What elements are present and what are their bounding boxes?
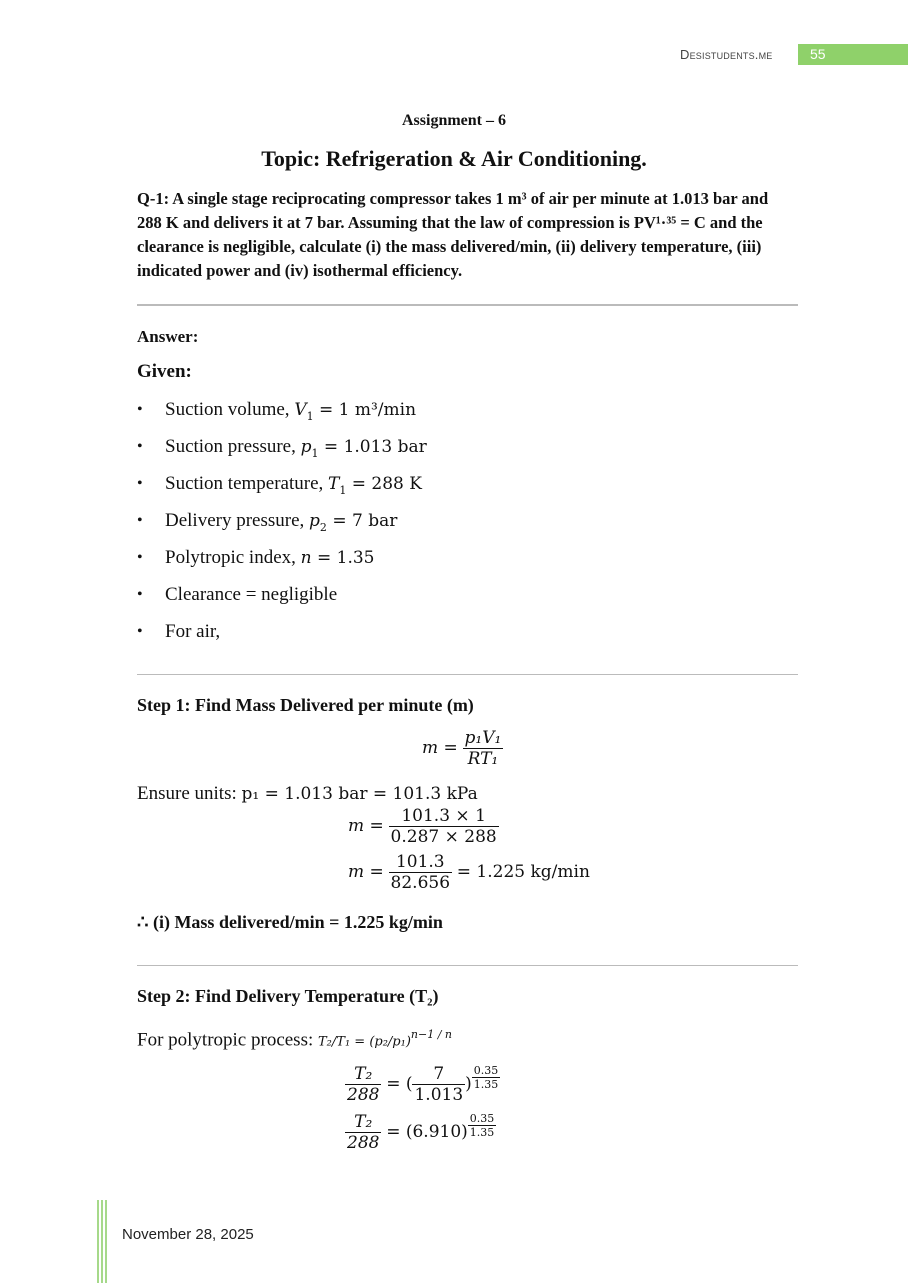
given-item: • Polytropic index, n = 1.35 xyxy=(137,544,427,581)
temperature-substitution: $\frac{\text{T₂}}{288}$ = ( $\frac{7}{1.013}$ ) $\frac{0.35}{1.35}$ xyxy=(347,1064,499,1105)
step1-conclusion: ∴ (i) Mass delivered/min = 1.225 kg/min xyxy=(137,912,443,932)
mass-substitution: m = $\frac{101.3 \times 1}{0.287 \times 288}$ xyxy=(348,806,497,847)
given-item: • Suction pressure, $p_1 = 1.013$ bar xyxy=(137,433,427,470)
answer-label: Answer: xyxy=(137,327,199,346)
given-item: • Suction temperature, $T_1 = 288$ K xyxy=(137,470,427,507)
question-text: Q-1: A single stage reciprocating compressor takes 1 m³ of air per minute at 1.013 bar and 288 K and delivers it at 7 bar. Assuming that the law of compression is PV¹·³⁵ = C and the clearance is negligible, calculate (i) the mass delivered/min, (ii) delivery temperature, (iii) indicated power and (iv) isothermal efficiency. xyxy=(137,189,769,280)
step2-heading: Step 2: Find Delivery Temperature (T₂) xyxy=(137,986,439,1006)
mass-result: m = $\frac{101.3}{82.656}$ = 1.225 kg/min xyxy=(348,852,590,893)
page-number-badge: 55 xyxy=(798,44,908,65)
footer-accent-bars xyxy=(97,1200,109,1283)
mass-formula: m = $\frac{\text{p₁V₁}}{\text{RT₁}}$ xyxy=(422,728,502,769)
given-item: • Delivery pressure, $p_2 = 7$ bar xyxy=(137,507,427,544)
step1-heading: Step 1: Find Mass Delivered per minute (m) xyxy=(137,695,474,715)
given-item: • Clearance = negligible xyxy=(137,581,427,618)
given-label: Given: xyxy=(137,361,192,382)
given-item: • For air, xyxy=(137,618,427,655)
units-line: Ensure units: p₁ = 1.013 bar = 101.3 kPa xyxy=(137,783,478,804)
divider xyxy=(137,304,798,306)
given-list xyxy=(137,396,427,655)
divider xyxy=(137,674,798,675)
given-item: • Suction volume, $V_1 = 1$ m³/min xyxy=(137,396,427,433)
footer-date: November 28, 2025 xyxy=(122,1226,254,1243)
divider xyxy=(137,965,798,966)
topic-heading: Topic: Refrigeration & Air Conditioning. xyxy=(261,146,647,171)
polytropic-relation: For polytropic process: $T_2/T_1 = (p_2/p_1)^{n-1 / n}$ xyxy=(137,1028,453,1051)
header-site-name: Desistudents.me xyxy=(680,47,773,62)
assignment-title: Assignment – 6 xyxy=(401,112,506,129)
temperature-ratio: $\frac{\text{T₂}}{288}$ = (6.910) $\frac{0.35}{1.35}$ xyxy=(347,1112,495,1153)
